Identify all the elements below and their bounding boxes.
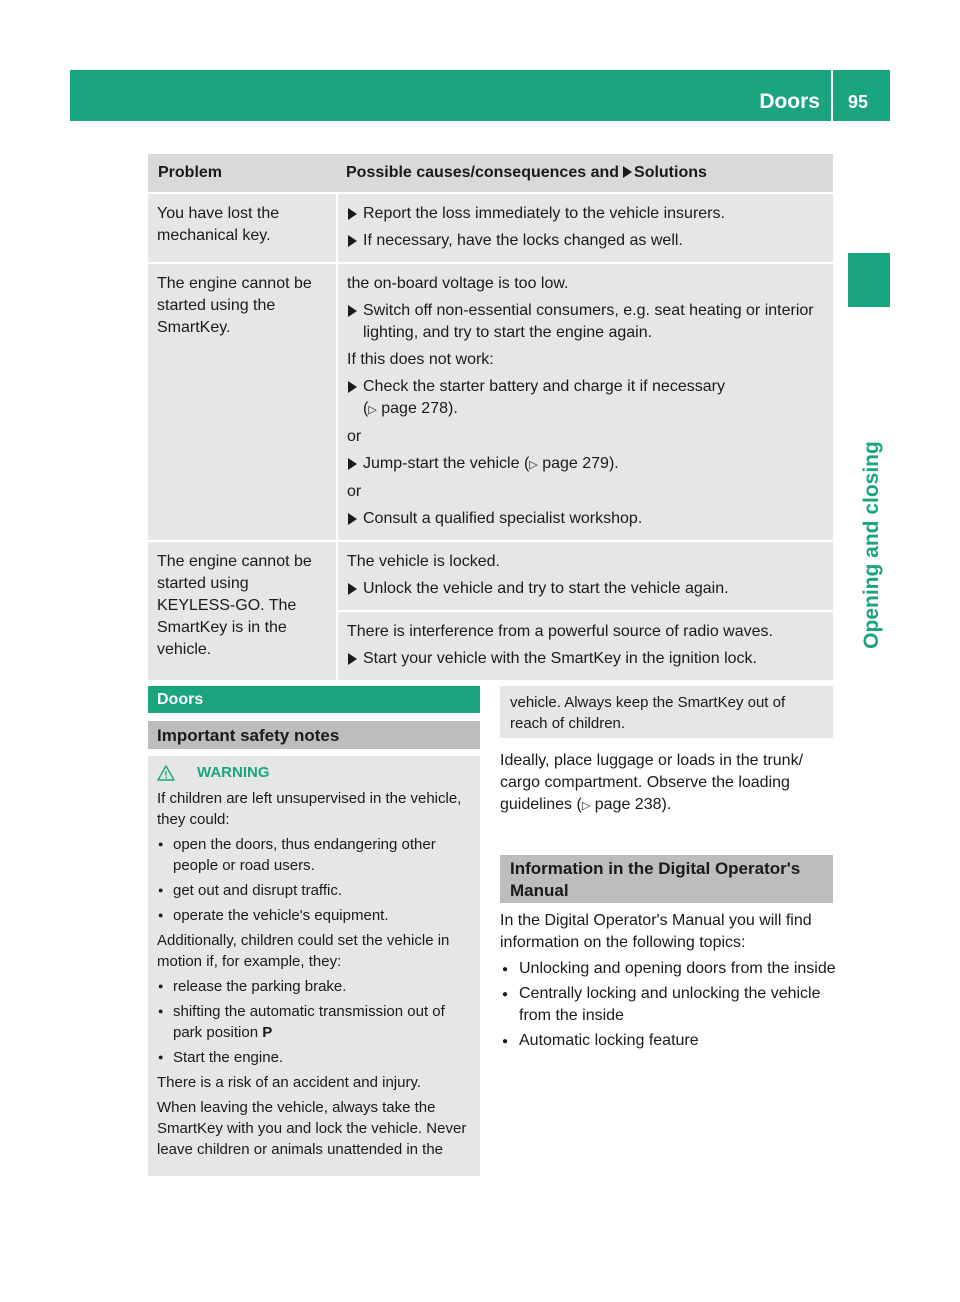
table-row (148, 192, 833, 262)
solution-step: Unlock the vehicle and try to start the vehicle again. (347, 578, 825, 600)
solutions-header-prefix: Possible causes/consequences and (346, 164, 620, 181)
list-item: ● operate the vehicle's equipment. (157, 905, 472, 926)
solution-step: If necessary, have the locks changed as well. (347, 230, 825, 252)
table-row (148, 262, 833, 540)
list-item: ● Automatic locking feature (500, 1030, 836, 1052)
warning-label: WARNING (197, 764, 270, 781)
warning-triangle-icon (157, 765, 175, 781)
solution-step: Start your vehicle with the SmartKey in the ignition lock. (347, 648, 825, 670)
gear-position: P (262, 1024, 273, 1041)
header-divider (831, 70, 833, 121)
step-text: Check the starter battery and charge it if necessary (363, 378, 725, 395)
subsection-heading: Information in the Digital Operator's Manual (500, 855, 833, 903)
problem-table (148, 154, 833, 680)
list-item (157, 1001, 472, 1043)
or-text: or (347, 428, 362, 445)
chapter-tab (848, 253, 890, 307)
page-number: 95 (848, 92, 869, 112)
solution-cell (336, 610, 833, 680)
solution-step: Consult a qualified specialist workshop. (347, 508, 825, 530)
arrow-icon (623, 166, 632, 178)
or-text: or (347, 483, 362, 500)
problem-cell: The engine cannot be started using KEYLESS-GO. The SmartKey is in the vehicle. (148, 540, 336, 680)
page-ref-link[interactable]: page 278). (381, 400, 458, 417)
page-ref-icon: ▷ (368, 404, 377, 416)
warning-text: Additionally, children could set the vehicle in motion if, for example, they: (157, 932, 450, 970)
table-row (148, 540, 833, 610)
list-item: ● release the parking brake. (157, 976, 472, 997)
cause-text: The vehicle is locked. (347, 553, 500, 570)
solutions-header-suffix: Solutions (634, 164, 707, 181)
warning-text: There is a risk of an accident and injury. (157, 1074, 422, 1091)
problem-cell: The engine cannot be started using the SmartKey. (148, 262, 336, 540)
solution-step: Report the loss immediately to the vehicle insurers. (347, 203, 825, 225)
info-intro: In the Digital Operator's Manual you will find information on the following topics: (500, 912, 812, 951)
list-item: ● Centrally locking and unlocking the vehicle from the inside (500, 983, 836, 1027)
step-text: Jump-start the vehicle ( (363, 455, 530, 472)
list-item: ● Start the engine. (157, 1047, 472, 1068)
solution-step: Switch off non-essential consumers, e.g. seat heating or interior lighting, and try to start the engine again. (347, 300, 825, 344)
subsection-heading: Important safety notes (148, 721, 480, 749)
page-ref-link[interactable]: page 238). (594, 796, 672, 813)
list-item: ● Unlocking and opening doors from the inside (500, 958, 836, 980)
header-title: Doors (759, 90, 820, 113)
page-ref-link[interactable]: page 279). (542, 455, 619, 472)
list-item-text: shifting the automatic transmission out of park position (173, 1003, 445, 1041)
luggage-text: Ideally, place luggage or loads in the trunk/ cargo compartment. Observe the loading guidelines ( (500, 752, 804, 813)
page-ref-icon: ▷ (581, 800, 591, 812)
list-item: ● get out and disrupt traffic. (157, 880, 472, 901)
solutions-column-header (336, 154, 833, 192)
solution-cell (336, 540, 833, 610)
chapter-label: Opening and closing (860, 441, 883, 649)
section-heading: Doors (148, 686, 480, 713)
warning-box-continued: vehicle. Always keep the SmartKey out of reach of children. (500, 686, 833, 738)
warning-header (157, 762, 472, 783)
problem-cell: You have lost the mechanical key. (148, 192, 336, 262)
info-section (500, 910, 836, 1052)
warning-text: When leaving the vehicle, always take the SmartKey with you and lock the vehicle. Never leave children or animals unattended in the (157, 1099, 467, 1158)
condition-text: If this does not work: (347, 351, 494, 368)
table-header-row (148, 154, 833, 192)
solution-cell (336, 262, 833, 540)
problem-column-header: Problem (148, 154, 336, 192)
page-ref-icon: ▷ (529, 459, 538, 471)
warning-intro: If children are left unsupervised in the vehicle, they could: (157, 790, 462, 828)
solution-cell (336, 192, 833, 262)
list-item: ● open the doors, thus endangering other people or road users. (157, 834, 472, 876)
running-header (70, 70, 890, 121)
cause-text: the on-board voltage is too low. (347, 275, 569, 292)
solution-step: Check the starter battery and charge it if necessary (▷ page 278). (347, 376, 825, 421)
warning-box (148, 756, 480, 1176)
luggage-paragraph (500, 750, 836, 817)
cause-text: There is interference from a powerful source of radio waves. (347, 623, 773, 640)
solution-step (347, 453, 825, 476)
